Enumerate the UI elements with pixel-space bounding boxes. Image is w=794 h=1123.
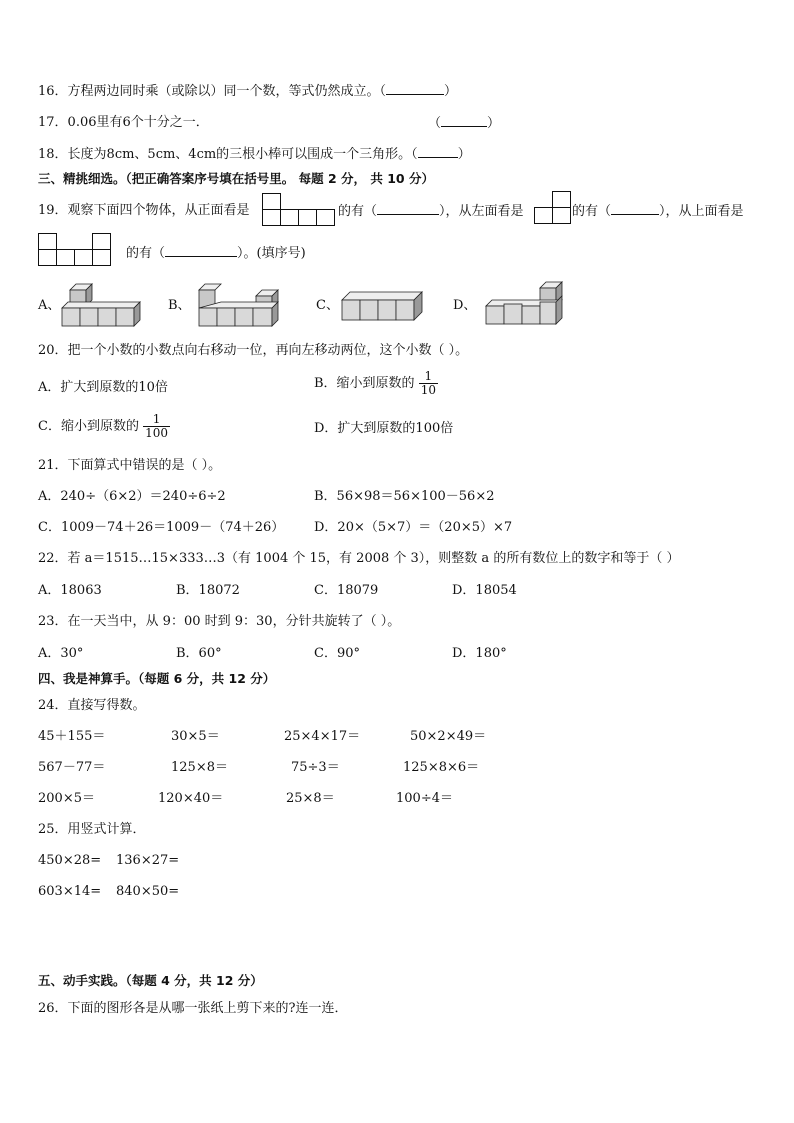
q24-item[interactable]: 567－77＝ [38, 760, 106, 775]
q18-text: 18．长度为8cm、5cm、4cm的三根小棒可以围成一个三角形。（ [38, 147, 418, 162]
q24-item[interactable]: 125×8×6＝ [403, 760, 480, 775]
q17-close: ） [487, 116, 501, 131]
fraction-denominator: 100 [145, 426, 168, 440]
q19-front-blank[interactable] [377, 202, 439, 215]
q24-stem: 24．直接写得数。 [38, 698, 146, 713]
q22-option-a[interactable]: A．18063 [38, 583, 102, 598]
option-b-cubes-figure[interactable] [196, 280, 286, 330]
q21-option-b[interactable]: B．56×98＝56×100－56×2 [314, 489, 495, 504]
q18-answer-blank[interactable] [418, 145, 458, 158]
q20-option-b-fraction [419, 370, 438, 397]
q21-option-a[interactable]: A．240÷（6×2）＝240÷6÷2 [38, 489, 226, 504]
q25-item[interactable]: 450×28= [38, 853, 102, 868]
q19-line1-rest [338, 202, 524, 221]
q25-item[interactable]: 603×14= [38, 884, 102, 899]
q20-option-b[interactable] [314, 370, 438, 397]
q17-text: 17．0.06里有6个十分之一． [38, 115, 209, 130]
q20-stem: 20．把一个小数的小数点向右移动一位，再向左移动两位，这个小数（ ）。 [38, 343, 469, 358]
q21-option-c[interactable]: C．1009－74＋26＝1009－（74＋26） [38, 520, 285, 535]
q24-item[interactable]: 100÷4＝ [396, 791, 453, 806]
q17-answer [428, 114, 500, 133]
q19-option-c-label: C、 [316, 298, 339, 313]
fraction-numerator: 1 [419, 370, 438, 384]
q20-option-c-fraction [143, 413, 170, 440]
q23-option-b[interactable]: B．60° [176, 646, 222, 661]
section5-title: 五、动手实践。（每题 4 分，共 12 分） [38, 973, 263, 988]
q25-stem: 25．用竖式计算． [38, 822, 146, 837]
q21-stem: 21．下面算式中错误的是（ ）。 [38, 458, 222, 473]
q19-part7: ）。(填序号) [237, 246, 306, 261]
fraction-numerator: 1 [143, 413, 170, 427]
q16-close: ） [444, 84, 458, 99]
q19-line1-end [572, 202, 744, 221]
q24-item[interactable]: 50×2×49＝ [410, 729, 487, 744]
option-c-cubes-figure[interactable] [340, 288, 426, 326]
section4-title: 四、我是神算手。（每题 6 分，共 12 分） [38, 671, 276, 686]
q19-line2 [126, 244, 306, 263]
left-view-figure [534, 191, 571, 224]
q19-left-blank[interactable] [611, 202, 659, 215]
q24-item[interactable]: 200×5＝ [38, 791, 95, 806]
q22-option-c[interactable]: C．18079 [314, 583, 379, 598]
q25-item[interactable]: 840×50= [116, 884, 180, 899]
q22-option-b[interactable]: B．18072 [176, 583, 240, 598]
q24-item[interactable]: 25×8＝ [286, 791, 335, 806]
front-view-figure [262, 193, 335, 226]
q20-option-c-text: C．缩小到原数的 [38, 419, 139, 434]
q19-part5: ），从上面看是 [659, 204, 744, 219]
q18 [38, 145, 471, 164]
q22-option-d[interactable]: D．18054 [452, 583, 517, 598]
q23-stem: 23．在一天当中，从 9：00 时到 9：30，分针共旋转了（ ）。 [38, 614, 401, 629]
q22-stem: 22．若 a＝1515…15×333…3（有 1004 个 15，有 2008 个 3），则整数 a 的所有数位上的数字和等于（ ） [38, 551, 680, 566]
q16-answer-blank[interactable] [386, 82, 444, 95]
q19-option-b-label: B、 [168, 298, 191, 313]
q19-part2: 的有（ [338, 204, 378, 219]
fraction-denominator: 10 [420, 383, 436, 397]
q19-option-a-label: A、 [38, 298, 61, 313]
q23-option-d[interactable]: D．180° [452, 646, 507, 661]
q24-item[interactable]: 45＋155＝ [38, 729, 106, 744]
q17-open: （ [428, 116, 442, 131]
q19-part3: ），从左面看是 [439, 204, 524, 219]
q23-option-c[interactable]: C．90° [314, 646, 360, 661]
q24-item[interactable]: 30×5＝ [171, 729, 220, 744]
q16-text: 16．方程两边同时乘（或除以）同一个数，等式仍然成立。（ [38, 84, 387, 99]
q19-option-d-label: D、 [453, 298, 477, 313]
q24-item[interactable]: 120×40＝ [158, 791, 224, 806]
q19-part4: 的有（ [572, 204, 612, 219]
q24-item[interactable]: 25×4×17＝ [284, 729, 361, 744]
section3-title: 三、精挑细选。（把正确答案序号填在括号里。 每题 2 分， 共 10 分） [38, 171, 434, 186]
q19-part6: 的有（ [126, 246, 166, 261]
q26-stem: 26．下面的图形各是从哪一张纸上剪下来的?连一连． [38, 1001, 348, 1016]
q25-item[interactable]: 136×27= [116, 853, 180, 868]
q20-option-b-text: B．缩小到原数的 [314, 376, 415, 391]
q17 [38, 114, 209, 132]
q18-close: ） [457, 147, 471, 162]
option-a-cubes-figure[interactable] [60, 280, 142, 330]
q19-top-blank[interactable] [165, 244, 237, 257]
q24-item[interactable]: 75÷3＝ [291, 760, 340, 775]
top-view-figure [38, 233, 111, 266]
option-d-cubes-figure[interactable] [484, 280, 574, 330]
q17-answer-blank[interactable] [441, 114, 487, 127]
q20-option-d[interactable]: D．扩大到原数的100倍 [314, 421, 454, 436]
q19-part1: 19．观察下面四个物体，从正面看是 [38, 203, 250, 218]
q20-option-c[interactable] [38, 413, 170, 440]
q16 [38, 82, 457, 101]
q24-item[interactable]: 125×8＝ [171, 760, 228, 775]
q21-option-d[interactable]: D．20×（5×7）＝（20×5）×7 [314, 520, 513, 535]
q23-option-a[interactable]: A．30° [38, 646, 84, 661]
q20-option-a[interactable]: A．扩大到原数的10倍 [38, 380, 168, 395]
